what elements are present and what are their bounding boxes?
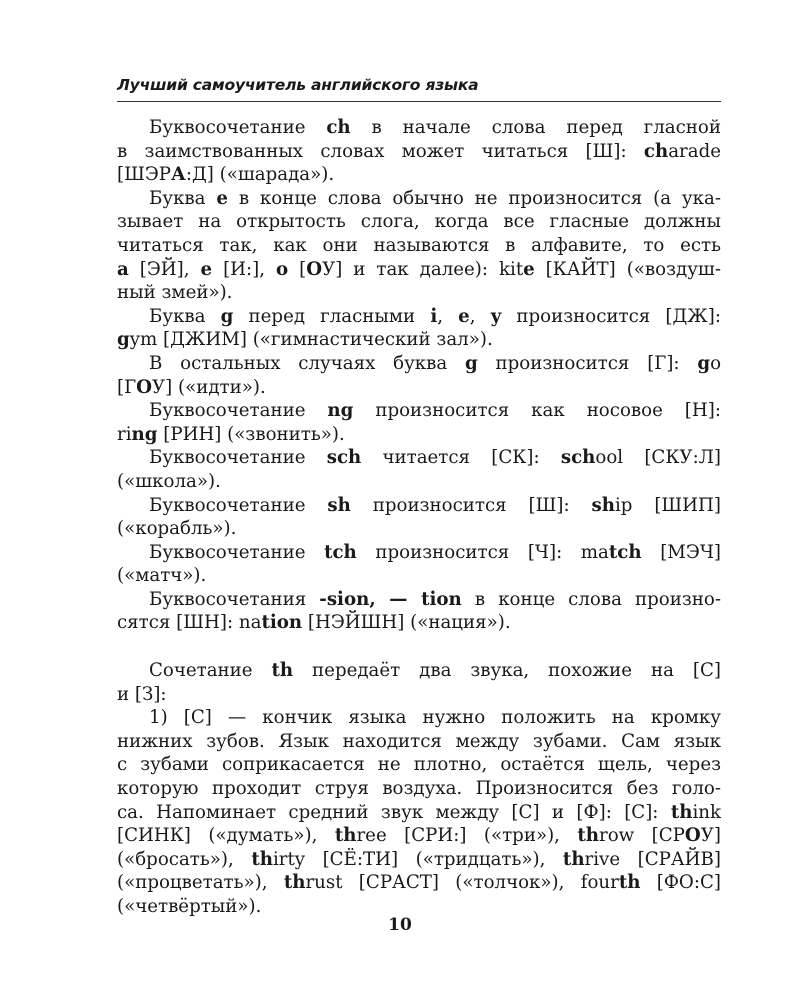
text-fragment: У] [700, 825, 721, 847]
text-line [117, 470, 721, 494]
text-fragment: («бросать»), [117, 848, 252, 870]
text-fragment: ный змей»). [117, 282, 233, 304]
running-header: Лучший самоучитель английского языка [117, 76, 479, 94]
text-fragment: В остальных случаях буква [149, 352, 466, 374]
text-fragment: [НЭЙШН] («нация»). [302, 612, 511, 634]
bold-fragment: ng [131, 423, 158, 445]
text-fragment: которую проходит струя воздуха. Произносится без голо- [117, 778, 721, 800]
text-fragment: [Г [117, 376, 137, 398]
bold-fragment: i [430, 305, 438, 327]
text-fragment: :Д] («шарада»). [185, 164, 335, 186]
text-fragment: читается [СК]: [361, 447, 561, 469]
text-line [117, 871, 721, 895]
text-fragment: в заимствованных словах может читаться [Ш]: [117, 140, 644, 162]
text-line [117, 588, 721, 612]
text-fragment: Буквосочетание [149, 494, 328, 516]
bold-fragment: tion [261, 612, 303, 634]
bold-fragment: th [283, 872, 306, 894]
bold-fragment: e [216, 187, 228, 209]
bold-fragment: О [306, 258, 323, 280]
text-fragment: row [СР [599, 825, 685, 847]
text-fragment: 1) [С] — кончик языка нужно положить на кромку [149, 707, 721, 729]
text-fragment: [ФО:С] [640, 872, 721, 894]
text-fragment: , [437, 305, 459, 327]
text-fragment: rive [СРАЙВ] [584, 848, 721, 870]
text-line [117, 446, 721, 470]
text-line [117, 163, 721, 187]
bold-fragment: a [117, 258, 129, 280]
text-fragment: Буквосочетание [149, 117, 327, 138]
text-fragment: Буква [149, 305, 221, 327]
text-line [117, 234, 721, 258]
text-fragment: в конце слова произно- [461, 588, 722, 610]
text-fragment: зывает на открытость слога, когда все гласные должны [117, 211, 721, 233]
text-fragment: («корабль»). [117, 518, 237, 540]
bold-fragment: th [618, 872, 641, 894]
bold-fragment: e [458, 305, 470, 327]
text-fragment: [ [288, 258, 307, 280]
text-fragment: arade [668, 140, 721, 162]
text-fragment: читаться так, как они называются в алфавите, то есть [117, 234, 721, 256]
text-fragment: ym [ДЖИМ] («гимнастический зал»). [129, 329, 493, 351]
page-body [117, 116, 721, 919]
text-fragment: ri [117, 423, 132, 445]
text-fragment: Буквосочетания [149, 588, 320, 610]
text-fragment: ink [692, 801, 721, 823]
text-fragment: [ШЭР [117, 164, 172, 186]
bold-fragment: g [465, 352, 478, 374]
text-line [117, 848, 721, 872]
bold-fragment: О [684, 825, 701, 847]
bold-fragment: -sion, — tion [319, 588, 462, 610]
text-fragment: irty [СЁ:ТИ] («тридцать»), [272, 848, 563, 870]
text-fragment: в начале слова перед гласной [350, 117, 721, 138]
text-fragment: [КАЙТ] («воздуш- [534, 258, 721, 280]
bold-fragment: sh [327, 494, 351, 516]
bold-fragment: y [490, 305, 502, 327]
text-fragment: са. Напоминает средний звук между [С] и [Ф]: [С]: [117, 801, 671, 823]
text-fragment: («школа»). [117, 470, 221, 492]
bold-fragment: sch [560, 447, 596, 469]
text-line [117, 352, 721, 376]
text-line [117, 116, 721, 140]
text-fragment: с зубами соприкасается не плотно, остаётся щель, через [117, 754, 721, 776]
bold-fragment: sh [591, 494, 615, 516]
bold-fragment: А [171, 164, 186, 186]
bold-fragment: e [200, 258, 213, 280]
text-line [117, 517, 721, 541]
text-fragment: Буквосочетание [149, 447, 327, 469]
text-fragment: o [710, 352, 722, 374]
text-fragment: [СИНК] («думать»), [117, 825, 335, 847]
header-divider [117, 101, 721, 102]
text-fragment: [ЭЙ], [128, 258, 201, 280]
text-line [117, 187, 721, 211]
text-line [117, 258, 721, 282]
bold-fragment: ch [326, 117, 351, 138]
bold-fragment: th [334, 825, 357, 847]
text-line [117, 541, 721, 565]
text-line [117, 328, 721, 352]
bold-fragment: ch [643, 140, 669, 162]
bold-fragment: th [271, 660, 294, 682]
bold-fragment: o [276, 258, 289, 280]
text-fragment: , [469, 305, 491, 327]
text-line [117, 611, 721, 635]
bold-fragment: О [136, 376, 152, 398]
text-fragment: ip [ШИП] [614, 494, 721, 516]
paragraph-gap [117, 635, 721, 659]
text-line [117, 824, 721, 848]
bold-fragment: g [220, 305, 234, 327]
text-fragment: нижних зубов. Язык находится между зубами. Сам язык [117, 730, 721, 752]
text-fragment: У] («идти»). [151, 376, 266, 398]
text-fragment: Буква [149, 187, 217, 209]
text-line [117, 659, 721, 683]
bold-fragment: ng [327, 400, 354, 422]
text-line [117, 730, 721, 754]
text-fragment: передаёт два звука, похожие на [С] [293, 660, 721, 682]
text-fragment: произносится [ДЖ]: [501, 305, 721, 327]
text-fragment: в конце слова обычно не произносится (а ука- [227, 187, 721, 209]
text-line [117, 376, 721, 400]
text-fragment: ool [СКУ:Л] [595, 447, 721, 469]
text-line [117, 683, 721, 707]
text-fragment: У] и так далее): kit [322, 258, 524, 280]
text-line [117, 399, 721, 423]
text-line [117, 140, 721, 164]
text-fragment: перед гласными [233, 305, 431, 327]
text-fragment: Сочетание [149, 660, 272, 682]
text-fragment: Буквосочетание [149, 541, 325, 563]
text-line [117, 753, 721, 777]
text-fragment: Буквосочетание [149, 400, 328, 422]
page-number: 10 [388, 915, 412, 935]
text-line [117, 564, 721, 588]
text-line [117, 281, 721, 305]
text-line [117, 423, 721, 447]
bold-fragment: th [251, 848, 273, 870]
bold-fragment: th [562, 848, 585, 870]
text-fragment: произносится [Г]: [477, 352, 698, 374]
bold-fragment: g [697, 352, 711, 374]
text-fragment: произносится как носовое [Н]: [353, 400, 721, 422]
text-fragment: («процветать»), [117, 872, 284, 894]
text-line [117, 305, 721, 329]
text-line [117, 801, 721, 825]
bold-fragment: sch [326, 447, 362, 469]
bold-fragment: th [670, 801, 693, 823]
text-fragment: [МЭЧ] [641, 541, 721, 563]
text-fragment: произносится [Ш]: [350, 494, 592, 516]
bold-fragment: tch [324, 541, 357, 563]
text-fragment: произносится [Ч]: ma [356, 541, 609, 563]
bold-fragment: e [523, 258, 535, 280]
text-line [117, 777, 721, 801]
text-fragment: ree [СРИ:] («три»), [356, 825, 578, 847]
text-fragment: («четвёртый»). [117, 896, 262, 917]
text-fragment: [РИН] («звонить»). [157, 423, 345, 445]
bold-fragment: tch [608, 541, 642, 563]
bold-fragment: th [577, 825, 600, 847]
text-line [117, 706, 721, 730]
bold-fragment: g [117, 329, 130, 351]
text-fragment: rust [СРАСТ] («толчок»), four [305, 872, 619, 894]
text-fragment: («матч»). [117, 565, 207, 587]
text-fragment: [И:], [212, 258, 277, 280]
text-fragment: сятся [ШН]: na [117, 612, 262, 634]
text-line [117, 210, 721, 234]
text-line [117, 494, 721, 518]
text-fragment: и [З]: [117, 683, 167, 705]
